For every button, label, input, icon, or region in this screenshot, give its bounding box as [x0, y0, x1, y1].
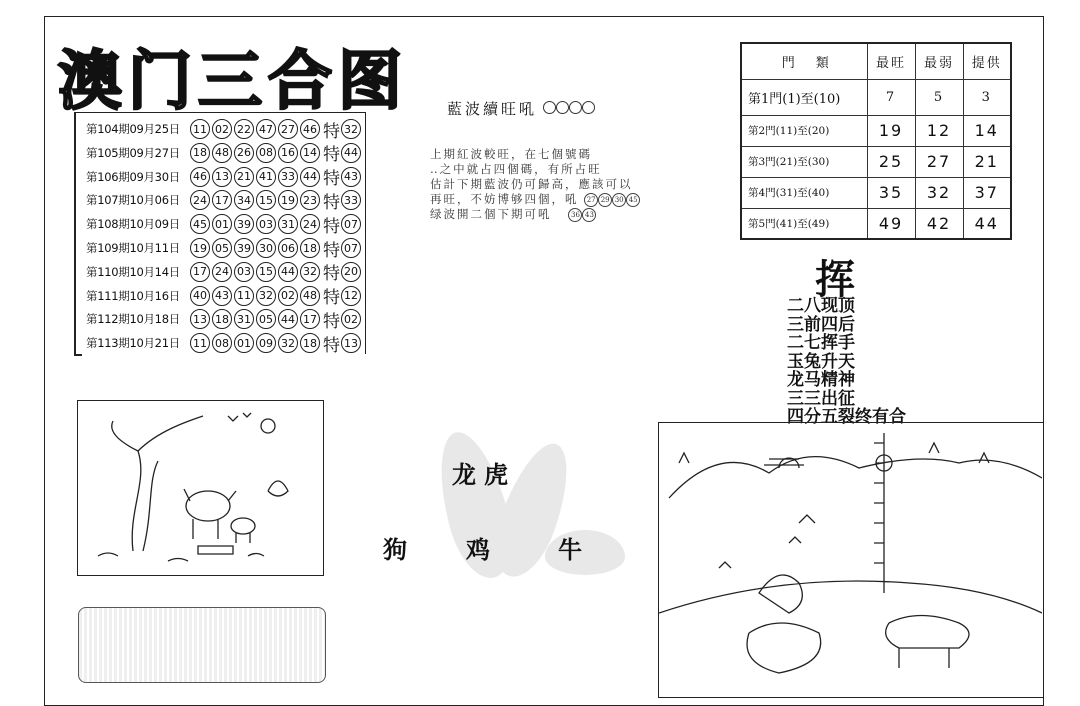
gate-cell: 14: [963, 115, 1011, 146]
special-ball: 20: [341, 262, 361, 282]
gate-header: [741, 43, 1011, 79]
draw-label: 第107期10月06日: [86, 193, 180, 208]
gate-row: [741, 146, 1011, 177]
zodiac-mid: 鸡: [466, 536, 490, 564]
special-ball: 13: [341, 333, 361, 353]
special-mark: 特: [323, 169, 340, 190]
number-ball: 08: [212, 333, 232, 353]
number-ball: 05: [256, 309, 276, 329]
zodiac-left: 狗: [383, 536, 407, 564]
header-cell: 最旺: [867, 43, 915, 79]
pick-ball: 36: [568, 208, 582, 222]
gate-cell: 32: [915, 177, 963, 208]
number-ball: 03: [256, 214, 276, 234]
number-ball: 19: [190, 238, 210, 258]
poem: [787, 297, 906, 427]
draw-row: [86, 212, 363, 236]
number-ball: 33: [278, 167, 298, 187]
draw-row: [86, 236, 363, 260]
draw-row: [86, 188, 363, 212]
special-mark: 特: [323, 335, 340, 356]
gate-cell: 3: [963, 79, 1011, 115]
number-ball: 26: [234, 143, 254, 163]
analysis-line: 上期紅波較旺，在七個號碼: [430, 147, 592, 161]
zodiac-top: 龙虎: [452, 461, 516, 489]
draw-label: 第106期09月30日: [86, 169, 180, 184]
number-ball: 15: [256, 262, 276, 282]
number-ball: 06: [278, 238, 298, 258]
poem-line: 三三出征: [787, 388, 855, 409]
number-ball: 21: [234, 167, 254, 187]
gate-cell: 25: [867, 146, 915, 177]
poem-line: 玉兔升天: [787, 351, 855, 372]
number-ball: 01: [234, 333, 254, 353]
page-title: 澳门三合图: [58, 45, 408, 119]
draw-row: [86, 331, 363, 355]
number-ball: 03: [234, 262, 254, 282]
special-mark: 特: [323, 264, 340, 285]
number-ball: 41: [256, 167, 276, 187]
number-ball: 15: [256, 190, 276, 210]
gate-cell: 37: [963, 177, 1011, 208]
draw-label: 第112期10月18日: [86, 312, 180, 327]
gate-cell: 12: [915, 115, 963, 146]
gate-cell: 49: [867, 208, 915, 239]
pick-ball: 30: [612, 193, 626, 207]
gate-row: [741, 177, 1011, 208]
draw-label: 第110期10月14日: [86, 264, 180, 279]
gate-table: [740, 42, 1012, 240]
special-ball: 33: [341, 190, 361, 210]
draw-results-table: [74, 112, 366, 354]
number-ball: 18: [212, 309, 232, 329]
draw-row: [86, 307, 363, 331]
zodiac-right: 牛: [558, 536, 582, 564]
number-ball: 18: [300, 333, 320, 353]
number-ball: 27: [278, 119, 298, 139]
analysis-line: 估計下期藍波仍可歸高，應該可以: [430, 177, 633, 191]
gate-cell: 第4門(31)至(40): [741, 177, 867, 208]
number-ball: 18: [300, 238, 320, 258]
number-ball: 18: [190, 143, 210, 163]
gate-row: [741, 208, 1011, 239]
special-mark: 特: [323, 311, 340, 332]
poem-line: 龙马精神: [787, 370, 855, 390]
analysis-line: 绿波開二個下期可吼 36 43: [430, 207, 640, 222]
hui-char: 挥: [815, 256, 855, 303]
draw-row: [86, 284, 363, 308]
notice-box: [78, 607, 326, 683]
number-ball: 44: [300, 167, 320, 187]
number-ball: 30: [256, 238, 276, 258]
number-ball: 13: [212, 167, 232, 187]
number-ball: 44: [278, 262, 298, 282]
gate-row: [741, 79, 1011, 115]
gate-cell: 19: [867, 115, 915, 146]
draw-label: 第104期09月25日: [86, 122, 180, 136]
number-ball: 17: [300, 309, 320, 329]
number-ball: 16: [278, 143, 298, 163]
special-mark: 特: [323, 240, 340, 261]
gate-cell: 7: [867, 79, 915, 115]
number-ball: 01: [212, 214, 232, 234]
draw-label: 第109期10月11日: [86, 241, 180, 255]
special-ball: 07: [341, 214, 361, 234]
number-ball: 24: [300, 214, 320, 234]
gate-cell: 第1門(1)至(10): [741, 79, 867, 115]
gate-cell: 5: [915, 79, 963, 115]
pick-ball: 45: [626, 193, 640, 207]
gate-cell: 35: [867, 177, 915, 208]
gate-cell: 第5門(41)至(49): [741, 208, 867, 239]
number-ball: 17: [212, 190, 232, 210]
draw-row: [86, 117, 363, 141]
draw-row: [86, 165, 363, 189]
special-mark: 特: [323, 288, 340, 309]
number-ball: 32: [278, 333, 298, 353]
special-ball: 12: [341, 286, 361, 306]
gate-cell: 第3門(21)至(30): [741, 146, 867, 177]
draw-row: [86, 260, 363, 284]
gate-cell: 21: [963, 146, 1011, 177]
analysis-line: ‥之中就占四個碼，有所占旺: [430, 162, 602, 176]
number-ball: 48: [212, 143, 232, 163]
number-ball: 11: [234, 286, 254, 306]
empty-circles: [543, 100, 595, 118]
illustration-fishing-ox: [658, 422, 1044, 698]
number-ball: 46: [300, 119, 320, 139]
number-ball: 32: [256, 286, 276, 306]
header-cell: 門 類: [741, 43, 867, 79]
number-ball: 22: [234, 119, 254, 139]
number-ball: 32: [300, 262, 320, 282]
special-ball: 43: [341, 167, 361, 187]
number-ball: 23: [300, 190, 320, 210]
number-ball: 13: [190, 309, 210, 329]
special-mark: 特: [323, 121, 340, 142]
poem-line: 三前四后: [787, 314, 855, 335]
number-ball: 24: [212, 262, 232, 282]
special-mark: 特: [323, 145, 340, 166]
number-ball: 17: [190, 262, 210, 282]
special-ball: 32: [341, 119, 361, 139]
number-ball: 31: [234, 309, 254, 329]
number-ball: 44: [278, 309, 298, 329]
number-ball: 45: [190, 214, 210, 234]
number-ball: 05: [212, 238, 232, 258]
blue-analysis: [430, 147, 640, 222]
number-ball: 14: [300, 143, 320, 163]
gate-cell: 第2門(11)至(20): [741, 115, 867, 146]
illustration-tree-animals: [77, 400, 324, 576]
number-ball: 47: [256, 119, 276, 139]
leaf-watermark: [545, 530, 625, 575]
blue-heading: [447, 98, 595, 119]
number-ball: 39: [234, 214, 254, 234]
pick-ball: 29: [598, 193, 612, 207]
special-mark: 特: [323, 216, 340, 237]
draw-label: 第105期09月27日: [86, 145, 180, 160]
number-ball: 19: [278, 190, 298, 210]
draw-label: 第111期10月16日: [86, 288, 180, 303]
draw-label: 第108期10月09日: [86, 217, 180, 232]
header-cell: 提供: [963, 43, 1011, 79]
number-ball: 09: [256, 333, 276, 353]
number-ball: 40: [190, 286, 210, 306]
analysis-line: 再旺，不妨博够四個，吼 27 29 30 45: [430, 192, 640, 207]
special-ball: 02: [341, 309, 361, 329]
header-cell: 最弱: [915, 43, 963, 79]
draw-label: 第113期10月21日: [86, 336, 180, 351]
poem-line: 二七挥手: [787, 333, 855, 353]
number-ball: 11: [190, 119, 210, 139]
number-ball: 31: [278, 214, 298, 234]
number-ball: 24: [190, 190, 210, 210]
number-ball: 43: [212, 286, 232, 306]
blue-heading-text: 藍波續旺吼: [447, 100, 538, 118]
number-ball: 08: [256, 143, 276, 163]
poem-line: 二八现顶: [787, 296, 855, 316]
poem-line: 四分五裂终有合: [787, 407, 906, 427]
number-ball: 39: [234, 238, 254, 258]
number-ball: 02: [278, 286, 298, 306]
number-ball: 34: [234, 190, 254, 210]
number-ball: 48: [300, 286, 320, 306]
number-ball: 02: [212, 119, 232, 139]
special-ball: 07: [341, 238, 361, 258]
pick-ball: 43: [582, 208, 596, 222]
number-ball: 46: [190, 167, 210, 187]
special-mark: 特: [323, 192, 340, 213]
special-ball: 44: [341, 143, 361, 163]
gate-cell: 44: [963, 208, 1011, 239]
gate-cell: 42: [915, 208, 963, 239]
number-ball: 11: [190, 333, 210, 353]
gate-row: [741, 115, 1011, 146]
draw-row: [86, 141, 363, 165]
gate-cell: 27: [915, 146, 963, 177]
pick-ball: 27: [584, 193, 598, 207]
